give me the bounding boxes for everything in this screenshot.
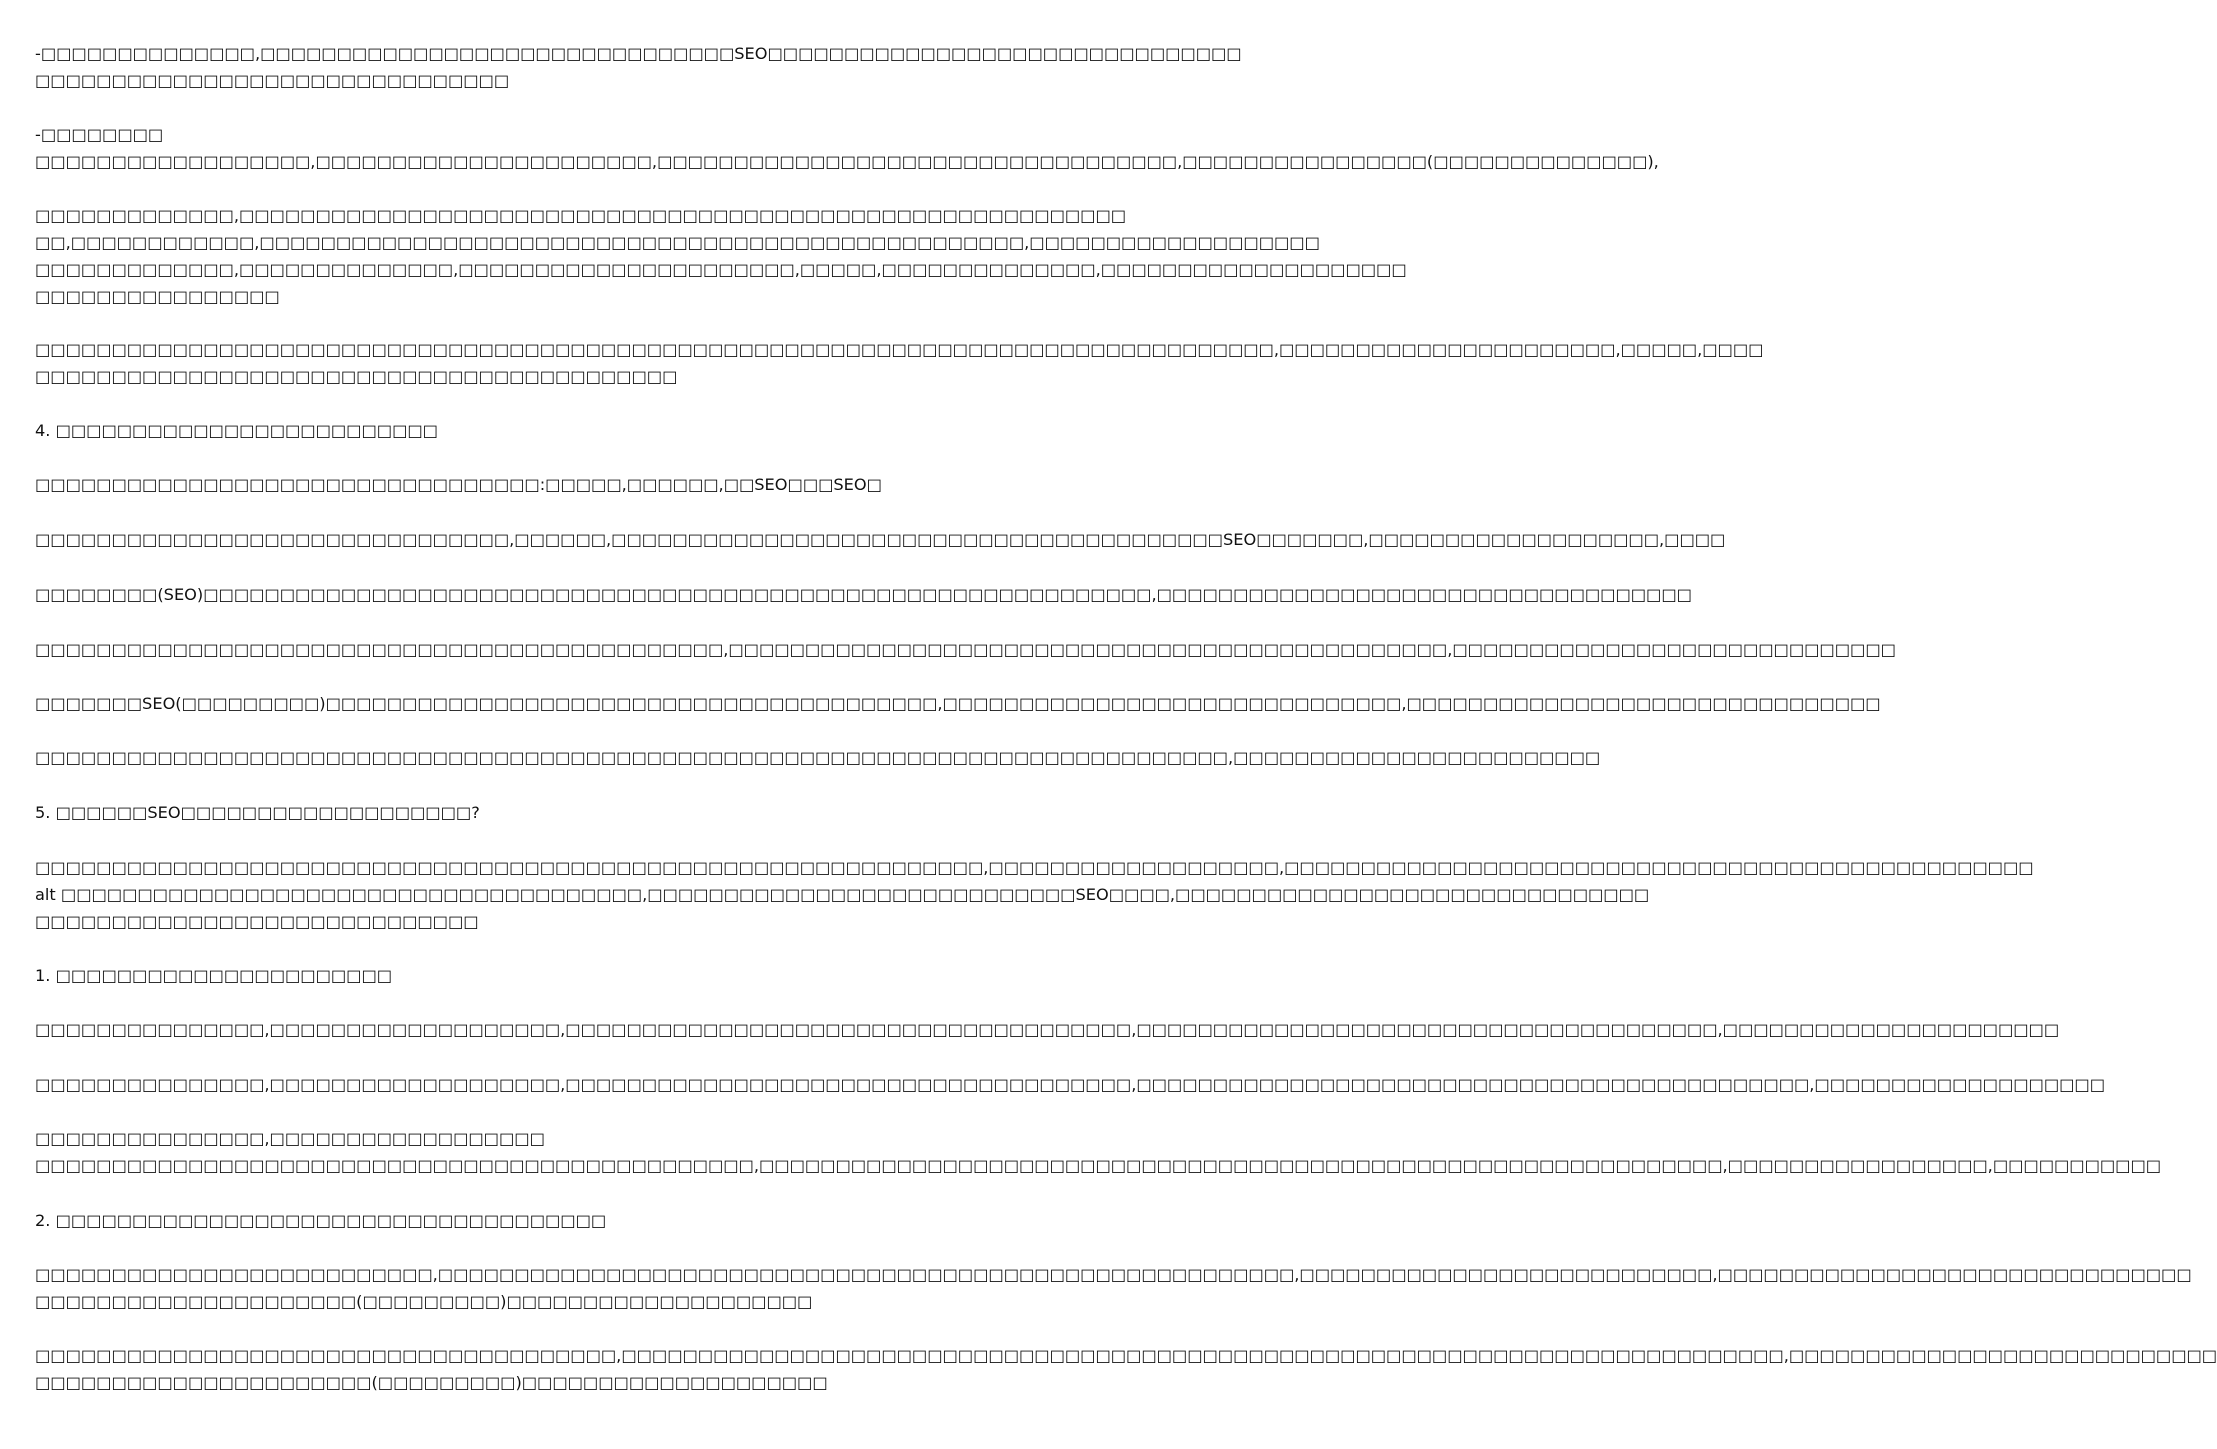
paragraph-line: □□□□□□□□□□□□□□□□□□□□□□(□□□□□□□□□)□□□□□□□□□□□□□□□□□□□□ xyxy=(35,1373,828,1392)
paragraph-line: □□□□□□□□□□□□□□□□□□□□□□□□□□□□□□□□□□□□□□□□□□□□□□□,□□□□□□□□□□□□□□□□□□□□□□□□□□□□□□□□□□□□□□□□□□□□□□□□□□□□□□□□□□□□□□□,□□□□□□□□□□□□□□□□□,□□□□□□□□□□□ xyxy=(35,1156,2162,1175)
paragraph-line: □□□□□□□□□□□□□□□□□□□□□□□□□□□□□□□□□□□□□□,□□□□□□□□□□□□□□□□□□□□□□□□□□□□□□□□□□□□□□□□□□□□□□□□□□□□□□□□□□□□□□□□□□□□□□□□□□□□,□□□□□□□□□□□□□□□□□□□□□□□□□□□□ xyxy=(35,1346,2217,1365)
paragraph-line: □□□□□□□□□□□□□□□□□□□□□□□□□□□□□□□□□:□□□□□,□□□□□□,□□SEO□□□SEO□ xyxy=(35,475,882,494)
paragraph-line: □□□□□□□□□□□□□□□□□□□□□□□□□□□□□□□□□□□□□□□□□□□□□□□□□□□□□□□□□□□□□□,□□□□□□□□□□□□□□□□□□□,□□□□□□□□□□□□□□□□□□□□□□□□□□□□□□□□□□□□□□□□□□□□□□□□□ xyxy=(35,858,2034,877)
paragraph-line: □□□□□□□□□□□□□□□□□□□□□□□□□□□□□□□,□□□□□□,□□□□□□□□□□□□□□□□□□□□□□□□□□□□□□□□□□□□□□□□SEO□□□□□□□,□□□□□□□□□□□□□□□□□□□,□□□□ xyxy=(35,530,1726,549)
paragraph-line: □□□□□□□□□□□□□□□□□□□□□□□□□□□□□□□ xyxy=(35,71,510,90)
paragraph-line: □□□□□□□□□□□□□,□□□□□□□□□□□□□□,□□□□□□□□□□□□□□□□□□□□□□,□□□□□,□□□□□□□□□□□□□□,□□□□□□□□□□□□□□□□□□□□ xyxy=(35,260,1407,279)
paragraph-line: □□□□□□□□□□□□□□□,□□□□□□□□□□□□□□□□□□□,□□□□□□□□□□□□□□□□□□□□□□□□□□□□□□□□□□□□□,□□□□□□□□□□□□□□□□□□□□□□□□□□□□□□□□□□□□□□□□□□□□,□□□□□□□□□□□□□□□□□□□ xyxy=(35,1075,2106,1094)
section-heading: 4. □□□□□□□□□□□□□□□□□□□□□□□□□ xyxy=(35,421,438,440)
paragraph-line: □□,□□□□□□□□□□□□,□□□□□□□□□□□□□□□□□□□□□□□□□□□□□□□□□□□□□□□□□□□□□□□□□□,□□□□□□□□□□□□□□□□□□□ xyxy=(35,233,1320,252)
paragraph-line: □□□□□□□□□□□□□□□,□□□□□□□□□□□□□□□□□□□,□□□□□□□□□□□□□□□□□□□□□□□□□□□□□□□□□□□□□,□□□□□□□□□□□□□□□□□□□□□□□□□□□□□□□□□□□□□□,□□□□□□□□□□□□□□□□□□□□□□ xyxy=(35,1020,2060,1039)
paragraph-line: □□□□□□□□□□□□□□□□□□□□□□□□□□□□□□□□□□□□□□□□□□□□□□□□□□□□□□□□□□□□□□□□□□□□□□□□□□□□□□,□□□□□□□□□□□□□□□□□□□□□□□□ xyxy=(35,748,1601,767)
paragraph-line: □□□□□□□□□□□□□□□□□□,□□□□□□□□□□□□□□□□□□□□□□,□□□□□□□□□□□□□□□□□□□□□□□□□□□□□□□□□□,□□□□□□□□□□□□□□□□(□□□□□□□□□□□□□□), xyxy=(35,152,1659,171)
paragraph-line: □□□□□□□□□□□□□□□□□□□□□□□□□□□□□ xyxy=(35,912,479,931)
paragraph-line: □□□□□□□□□□□□□□□□□□□□□(□□□□□□□□□)□□□□□□□□□□□□□□□□□□□□ xyxy=(35,1292,813,1311)
paragraph-line: -□□□□□□□□ xyxy=(35,125,164,144)
paragraph-line: □□□□□□□□□□□□□□□□□□□□□□□□□□□□□□□□□□□□□□□□□□□□□□□□□□□□□□□□□□□□□□□□□□□□□□□□□□□□□□□□□,□□□□□□□□□□□□□□□□□□□□□□,□□□□□,□□□□ xyxy=(35,340,1764,359)
section-heading: 5. □□□□□□SEO□□□□□□□□□□□□□□□□□□□? xyxy=(35,803,480,822)
paragraph-line: alt □□□□□□□□□□□□□□□□□□□□□□□□□□□□□□□□□□□□□□,□□□□□□□□□□□□□□□□□□□□□□□□□□□□SEO□□□□,□□□□□□□□□□□□□□□□□□□□□□□□□□□□□□□ xyxy=(35,885,1650,904)
section-heading: 2. □□□□□□□□□□□□□□□□□□□□□□□□□□□□□□□□□□□□ xyxy=(35,1211,607,1230)
paragraph-line: □□□□□□□□□□□□□□□□□□□□□□□□□□□□□□□□□□□□□□□□□□□□□,□□□□□□□□□□□□□□□□□□□□□□□□□□□□□□□□□□□□□□□□□□□□□□□,□□□□□□□□□□□□□□□□□□□□□□□□□□□□□ xyxy=(35,640,1896,659)
paragraph-line: □□□□□□□□(SEO)□□□□□□□□□□□□□□□□□□□□□□□□□□□□□□□□□□□□□□□□□□□□□□□□□□□□□□□□□□□□□□,□□□□□□□□□□□□□□□□□□□□□□□□□□□□□□□□□□□ xyxy=(35,585,1692,604)
paragraph-line: □□□□□□□□□□□□□□□□□□□□□□□□□□□□□□□□□□□□□□□□□□ xyxy=(35,367,678,386)
paragraph-line: □□□□□□□□□□□□□□□□□□□□□□□□□□,□□□□□□□□□□□□□□□□□□□□□□□□□□□□□□□□□□□□□□□□□□□□□□□□□□□□□□□□,□□□□□□□□□□□□□□□□□□□□□□□□□□□,□□□□□□□□□□□□□□□□□□□□□□□□□□□□□□□ xyxy=(35,1265,2192,1284)
paragraph-line: □□□□□□□□□□□□□□□□ xyxy=(35,287,280,306)
paragraph-line: □□□□□□□SEO(□□□□□□□□□)□□□□□□□□□□□□□□□□□□□□□□□□□□□□□□□□□□□□□□□□,□□□□□□□□□□□□□□□□□□□□□□□□□□□□□□,□□□□□□□□□□□□□□□□□□□□□□□□□□□□□□□ xyxy=(35,694,1881,713)
paragraph-line: □□□□□□□□□□□□□,□□□□□□□□□□□□□□□□□□□□□□□□□□□□□□□□□□□□□□□□□□□□□□□□□□□□□□□□□□ xyxy=(35,206,1127,225)
paragraph-line: □□□□□□□□□□□□□□□,□□□□□□□□□□□□□□□□□□ xyxy=(35,1129,545,1148)
section-heading: 1. □□□□□□□□□□□□□□□□□□□□□□ xyxy=(35,966,393,985)
paragraph-line: -□□□□□□□□□□□□□□,□□□□□□□□□□□□□□□□□□□□□□□□□□□□□□□SEO□□□□□□□□□□□□□□□□□□□□□□□□□□□□□□□ xyxy=(35,44,1242,63)
